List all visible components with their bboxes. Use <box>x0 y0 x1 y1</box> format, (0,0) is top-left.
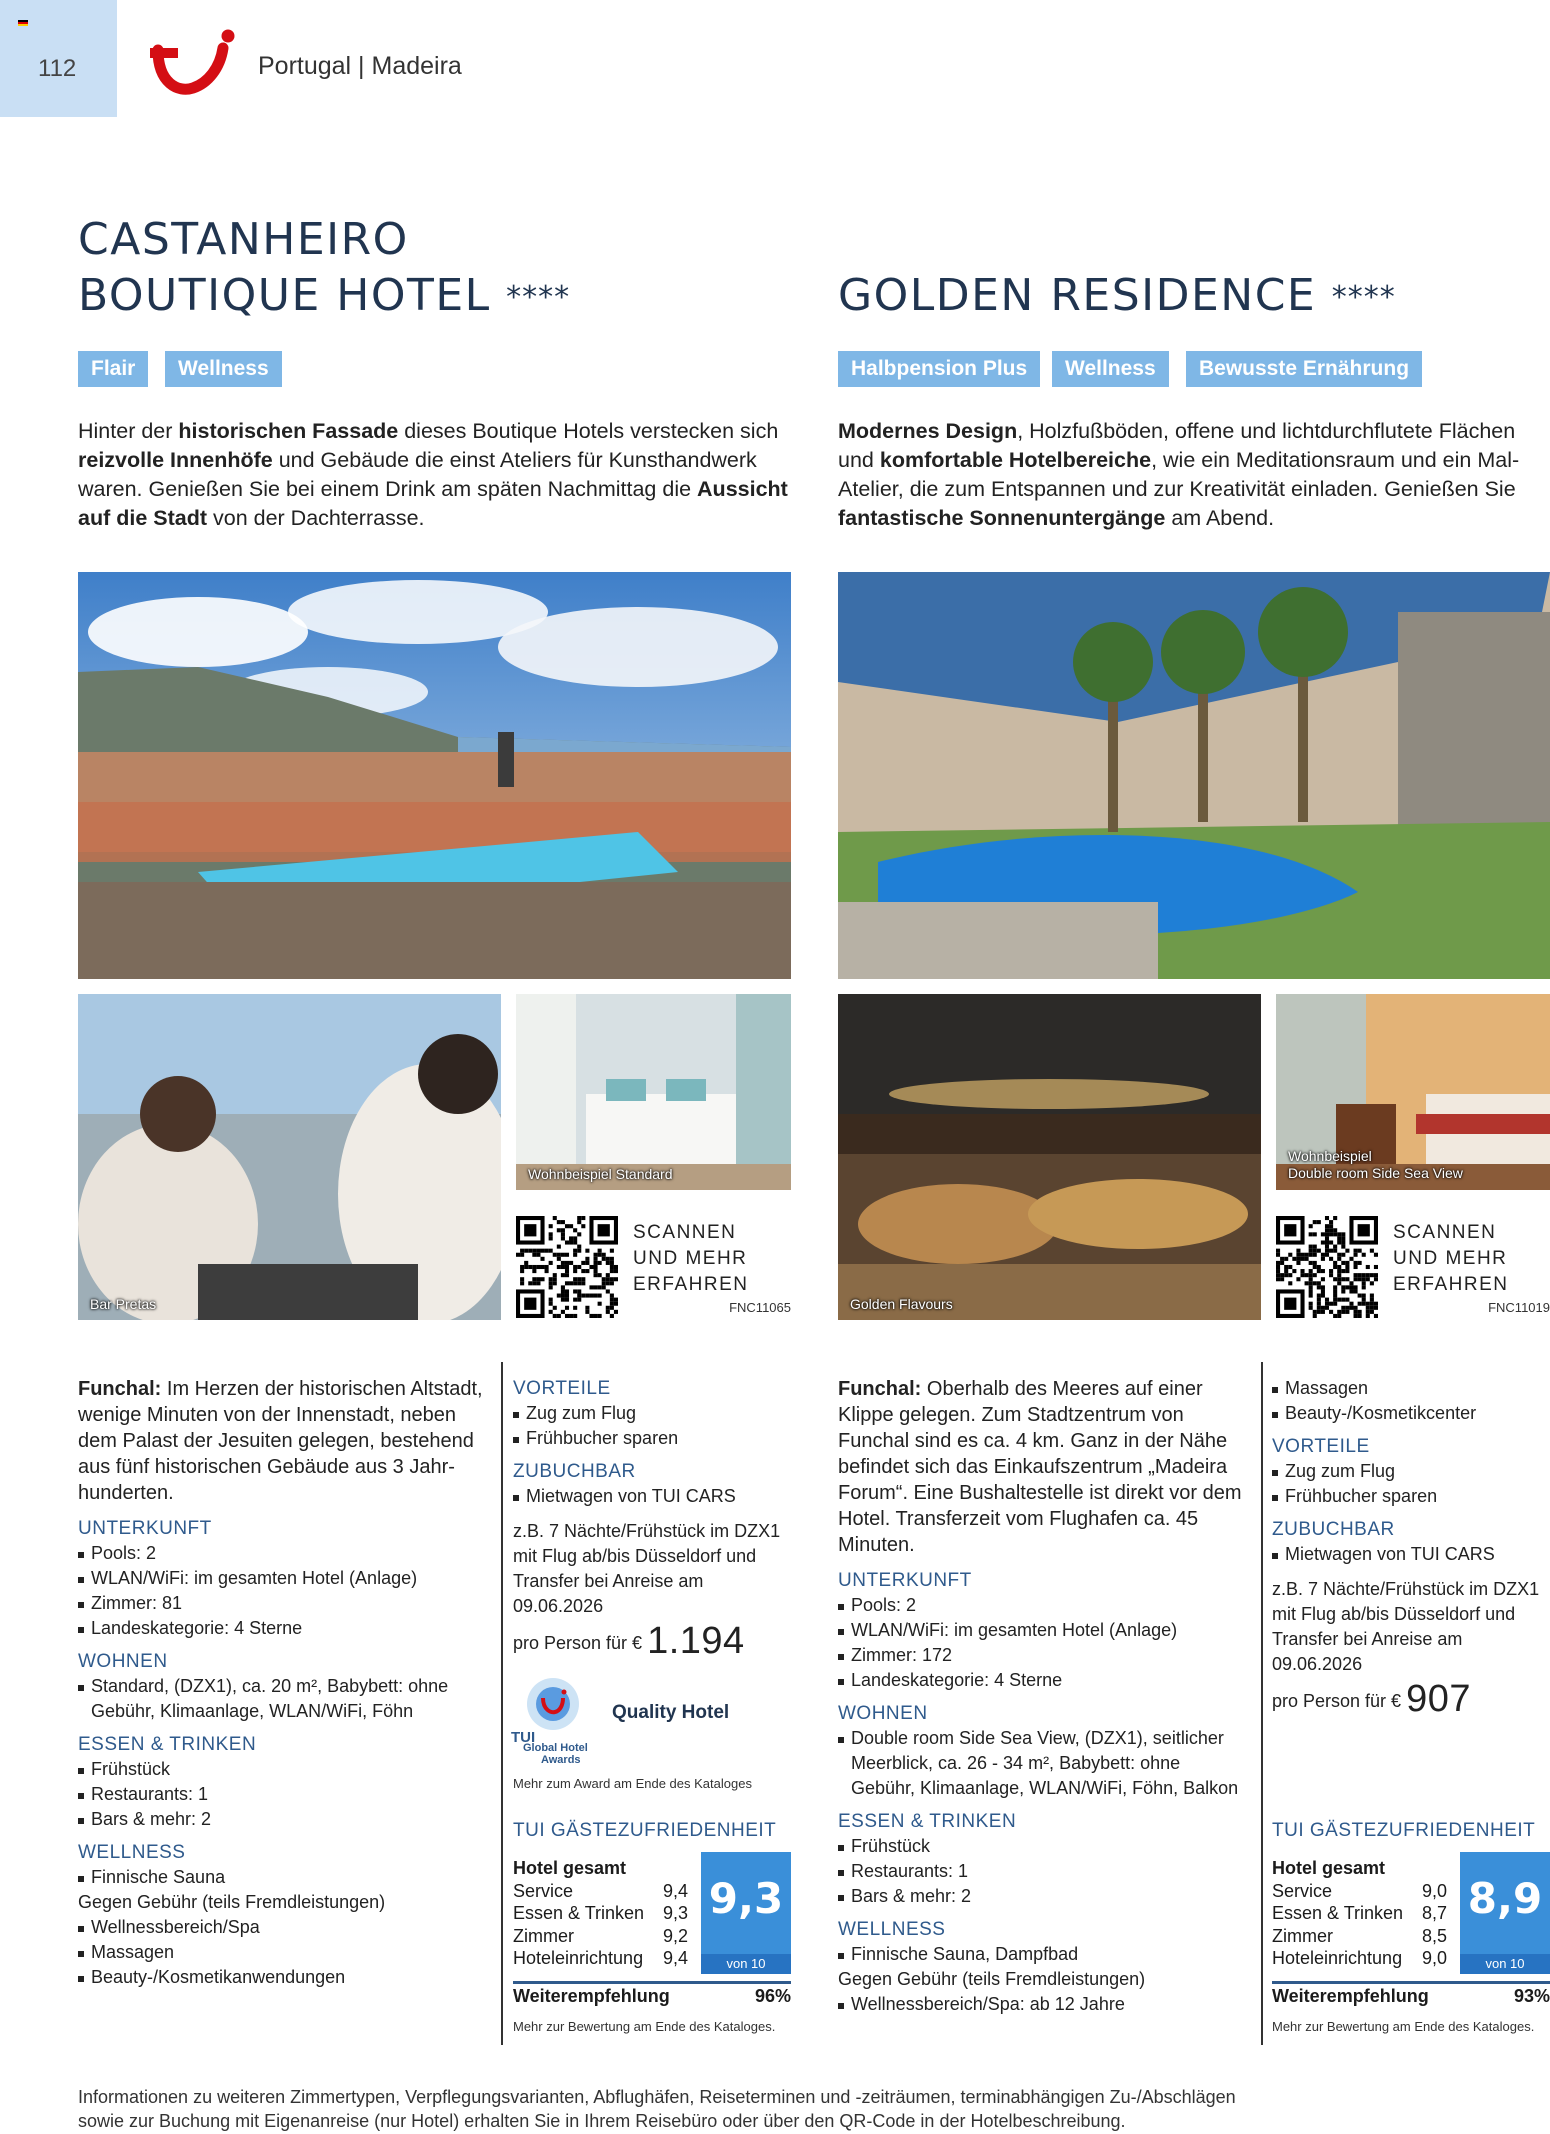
section-zubuchbar: ZUBUCHBAR <box>1272 1519 1395 1540</box>
rating-note: Mehr zur Bewertung am Ende des Kataloges. <box>513 2019 776 2034</box>
list-item: Frühbucher sparen <box>1272 1484 1550 1509</box>
column-divider <box>501 1362 503 2045</box>
rating-row: Hoteleinrichtung 9,4 <box>513 1948 688 1968</box>
rating-note: Mehr zur Bewertung am Ende des Kataloges. <box>1272 2019 1535 2034</box>
rating-title: TUI GÄSTEZUFRIEDENHEIT <box>1272 1820 1536 1841</box>
list-item: Finnische Sauna, Dampfbad <box>838 1942 1248 1967</box>
quality-hotel-award: TUI Global Hotel Awards Quality Hotel <box>511 1676 791 1771</box>
hotel-name-1 <box>78 212 570 324</box>
list-essen <box>78 1757 488 1832</box>
photo-caption: Bar Pretas <box>90 1296 157 1312</box>
hotel-intro <box>838 417 1550 533</box>
rating-row: Service 9,4 <box>513 1880 688 1901</box>
intro-text: , Holzfußböden, offene und lichtdurchflutete Flächen und <box>838 419 1516 472</box>
rating-row: Essen & Trinken 9,3 <box>513 1903 688 1923</box>
list-item: Bars & mehr: 2 <box>838 1884 1248 1909</box>
intro-text: , wie ein Meditationsraum und ein Mal-Atelier, die zum Entspannen und zur Kreativität einladen. Genießen Sie <box>838 448 1520 501</box>
intro-highlight: reizvolle Innenhöfe <box>78 448 273 472</box>
intro-text: am Abend. <box>1165 506 1275 530</box>
tag-ernaehrung: Bewusste Ernährung <box>1186 351 1422 387</box>
fee-note: Gegen Gebühr (teils Fremdleistungen) <box>78 1892 386 1912</box>
intro-text: und Gebäude die einst Ateliers für Kunsthandwerk waren. Genießen Sie bei einem Drink am späten Nachmittag die <box>78 448 757 501</box>
star-rating: **** <box>1331 280 1396 315</box>
tag-halbpension: Halbpension Plus <box>838 351 1040 387</box>
rating-title: TUI GÄSTEZUFRIEDENHEIT <box>513 1820 777 1841</box>
award-note: Mehr zum Award am Ende des Kataloges <box>513 1776 752 1791</box>
list-item: Finnische Sauna <box>78 1865 488 1890</box>
recommendation: Weiterempfehlung 93% <box>1272 1981 1550 2007</box>
photo-golden-flavours <box>838 994 1261 1320</box>
list-item: Zimmer: 81 <box>78 1591 488 1616</box>
section-essen: ESSEN & TRINKEN <box>78 1734 257 1755</box>
award-icon <box>511 1676 581 1734</box>
flag-icon <box>18 20 28 27</box>
intro-highlight: Aussicht auf die Stadt <box>78 477 788 530</box>
list-item: Zug zum Flug <box>1272 1459 1550 1484</box>
list-item: Restaurants: 1 <box>838 1859 1248 1884</box>
tag-wellness: Wellness <box>1052 351 1169 387</box>
intro-text: von der Dachterrasse. <box>207 506 425 530</box>
hotel-code: FNC11019 <box>1488 1300 1550 1315</box>
price-example: z.B. 7 Nächte/Frühstück im DZX1 mit Flug ab/bis Düsseldorf und Transfer bei Anreise am 09.06.2026 <box>1272 1579 1540 1674</box>
hotel-1-booking <box>513 1376 791 1662</box>
hotel-1-details <box>78 1376 488 1990</box>
photo-golden-pool <box>838 572 1550 979</box>
recommendation: Weiterempfehlung 96% <box>513 1981 791 2007</box>
section-wellness: WELLNESS <box>838 1919 946 1940</box>
scan-text: SCANNEN UND MEHR ERFAHREN <box>1393 1222 1509 1295</box>
scan-text: SCANNEN UND MEHR ERFAHREN <box>633 1222 749 1295</box>
tag-wellness: Wellness <box>165 351 282 387</box>
hotel-2-details <box>838 1376 1248 2017</box>
rating-row: Zimmer 9,2 <box>513 1925 688 1946</box>
rating-table: Hotel gesamt Service 9,0 Essen & Trinken 8,7 Zimmer 8,5 Hoteleinrichtung 9,0 <box>1272 1858 1447 1968</box>
section-wellness: WELLNESS <box>78 1842 186 1863</box>
list-item: Massagen <box>1272 1376 1550 1401</box>
photo-rooftop-pool <box>78 572 791 979</box>
list-item: Landeskategorie: 4 Sterne <box>838 1668 1248 1693</box>
rating-row: Zimmer 8,5 <box>1272 1925 1447 1946</box>
list-item: Frühstück <box>838 1834 1248 1859</box>
list-wellness <box>78 1865 488 1990</box>
fee-note: Gegen Gebühr (teils Fremdleistungen) <box>838 1969 1146 1989</box>
list-item: Bars & mehr: 2 <box>78 1807 488 1832</box>
section-wohnen: WOHNEN <box>78 1651 168 1672</box>
list-item: Restaurants: 1 <box>78 1782 488 1807</box>
price-example: z.B. 7 Nächte/Frühstück im DZX1 mit Flug ab/bis Düsseldorf und Transfer bei Anreise am 09.06.2026 <box>513 1521 781 1616</box>
section-unterkunft: UNTERKUNFT <box>78 1518 212 1539</box>
intro-text: dieses Boutique Hotels verstecken sich <box>398 419 779 443</box>
list-item: Frühbucher sparen <box>513 1426 791 1451</box>
list-item: Pools: 2 <box>78 1541 488 1566</box>
list-wohnen <box>78 1674 488 1724</box>
hotel-code: FNC11065 <box>729 1300 791 1315</box>
list-item: WLAN/WiFi: im gesamten Hotel (Anlage) <box>78 1566 488 1591</box>
score-box: 8,9 von 10 <box>1460 1852 1550 1974</box>
intro-highlight: komfortable Hotelbereiche <box>879 448 1152 472</box>
hotel-name-line1: GOLDEN RESIDENCE <box>838 270 1317 321</box>
photo-bar-pretas <box>78 994 501 1320</box>
rating-table: Hotel gesamt Service 9,4 Essen & Trinken 9,3 Zimmer 9,2 Hoteleinrichtung 9,4 <box>513 1858 688 1968</box>
footer-note: Informationen zu weiteren Zimmertypen, Verpflegungsvarianten, Abflughäfen, Reiseterminen und -zeiträumen, terminabhängigen Zu-/Abschlägen sowie zur Buchung mit Eigenanreise (nur Hotel) erhalten Sie in Ihrem Reisebüro oder über den QR-Code in der Hotelbeschreibung. <box>78 2087 1236 2131</box>
rating-row: Hoteleinrichtung 9,0 <box>1272 1948 1447 1968</box>
list-item: Beauty-/Kosmetikcenter <box>1272 1401 1550 1426</box>
hotel-name-2 <box>838 268 1396 324</box>
photo-caption: Wohnbeispiel Standard <box>528 1166 673 1182</box>
list-item: Mietwagen von TUI CARS <box>513 1484 791 1509</box>
price: pro Person für € 1.194 <box>513 1620 745 1662</box>
section-vorteile: VORTEILE <box>513 1378 611 1399</box>
list-item: Frühstück <box>78 1757 488 1782</box>
rating-row: Service 9,0 <box>1272 1880 1447 1901</box>
list-item: Beauty-/Kosmetikanwendungen <box>78 1965 488 1990</box>
qr-code[interactable] <box>516 1216 618 1318</box>
page-number: 112 <box>38 55 77 82</box>
section-unterkunft: UNTERKUNFT <box>838 1570 972 1591</box>
location-description: Funchal: Oberhalb des Meeres auf einer Klippe gelegen. Zum Stadtzentrum von Funchal sind es ca. 4 km. Ganz in der Nähe befindet sich das Einkaufszentrum „Madeira Forum“. Eine Bushaltestelle ist direkt vor dem Hotel. Transferzeit vom Flughafen ca. 45 Minuten. <box>838 1378 1242 1556</box>
section-zubuchbar: ZUBUCHBAR <box>513 1461 636 1482</box>
tui-logo <box>148 28 238 98</box>
tag-flair: Flair <box>78 351 148 387</box>
price: pro Person für € 907 <box>1272 1678 1471 1720</box>
list-unterkunft <box>78 1541 488 1641</box>
hotel-name-line2: BOUTIQUE HOTEL <box>78 270 491 321</box>
intro-text: Hinter der <box>78 419 179 443</box>
star-rating: **** <box>506 280 571 315</box>
intro-highlight: fantastische Sonnenuntergänge <box>838 506 1166 530</box>
intro-highlight: Modernes Design <box>838 419 1018 443</box>
rating-row: Essen & Trinken 8,7 <box>1272 1903 1447 1923</box>
list-item: Massagen <box>78 1940 488 1965</box>
list-item: Mietwagen von TUI CARS <box>1272 1542 1550 1567</box>
photo-caption: Wohnbeispiel Double room Side Sea View <box>1288 1148 1463 1181</box>
list-item: Wellnessbereich/Spa <box>78 1915 488 1940</box>
list-item: Standard, (DZX1), ca. 20 m², Babybett: ohne Gebühr, Klimaanlage, WLAN/WiFi, Föhn <box>78 1674 488 1724</box>
list-item: Zimmer: 172 <box>838 1643 1248 1668</box>
list-item: Pools: 2 <box>838 1593 1248 1618</box>
column-divider <box>1261 1362 1263 2045</box>
hotel-2-booking <box>1272 1376 1550 1720</box>
list-item: Wellnessbereich/Spa: ab 12 Jahre <box>838 1992 1248 2017</box>
qr-code[interactable] <box>1276 1216 1378 1318</box>
location-description: Funchal: Im Herzen der historischen Altstadt, wenige Minuten von der Innenstadt, neben dem Palast der Jesuiten gelegen, bestehend aus fünf historischen Gebäude aus 3 Jahr-hunderten. <box>78 1378 483 1504</box>
list-item: Zug zum Flug <box>513 1401 791 1426</box>
list-item: Double room Side Sea View, (DZX1), seitlicher Meerblick, ca. 26 - 34 m², Babybett: ohne Gebühr, Klimaanlage, WLAN/WiFi, Föhn, Balkon <box>838 1726 1248 1801</box>
hotel-name-line1: CASTANHEIRO <box>78 214 409 265</box>
section-essen: ESSEN & TRINKEN <box>838 1811 1017 1832</box>
photo-room-standard <box>516 994 791 1190</box>
section-wohnen: WOHNEN <box>838 1703 928 1724</box>
region-title: Portugal | Madeira <box>258 52 462 80</box>
section-vorteile: VORTEILE <box>1272 1436 1370 1457</box>
hotel-intro <box>78 417 793 533</box>
intro-highlight: historischen Fassade <box>178 419 399 443</box>
score-box: 9,3 von 10 <box>701 1852 791 1974</box>
list-item: Landeskategorie: 4 Sterne <box>78 1616 488 1641</box>
photo-caption: Golden Flavours <box>850 1296 953 1312</box>
photo-room-side-sea-view <box>1276 994 1550 1190</box>
list-item: WLAN/WiFi: im gesamten Hotel (Anlage) <box>838 1618 1248 1643</box>
